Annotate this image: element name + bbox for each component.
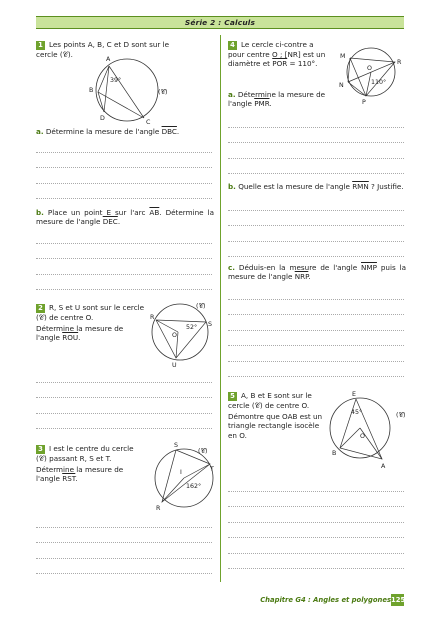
ex4-triangle-mrp <box>350 58 395 96</box>
ex3-label-r: R <box>156 505 161 512</box>
ex4-label-n: N <box>339 82 344 89</box>
ex1-qa-text: Détermine la mesure de l'angle <box>45 127 162 136</box>
answer-line[interactable] <box>228 492 404 508</box>
answer-line[interactable] <box>36 367 212 383</box>
ex5-statement <box>228 391 338 440</box>
ex2-label-u: U <box>172 362 177 369</box>
ex4-text3arc: $\overline{POR}$ <box>272 59 288 69</box>
ex5-angle-label: 45° <box>351 409 363 416</box>
answer-line[interactable] <box>228 143 404 159</box>
ex1-qa-label: a. <box>36 127 44 136</box>
answer-line[interactable] <box>36 414 212 430</box>
ex4-text1: Le cercle ci-contre a <box>241 40 314 49</box>
ex5-text5: en O. <box>228 430 247 440</box>
ex4-qc-end: . <box>308 272 311 282</box>
series-title: Série 2 : Calculs <box>184 18 256 27</box>
answer-line[interactable] <box>36 137 212 153</box>
answer-line[interactable] <box>36 559 212 575</box>
ex4-qa-end: . <box>269 99 272 109</box>
answer-line[interactable] <box>228 128 404 144</box>
ex3-radius-it <box>184 464 210 478</box>
answer-line[interactable] <box>36 184 212 200</box>
answer-line[interactable] <box>228 331 404 347</box>
ex4-text2: pour centre O ; [NR] est un <box>228 50 326 59</box>
ex1-qb-text: Place un point E sur l'arc <box>47 208 150 217</box>
ex5-label-b: B <box>332 450 337 457</box>
answer-line[interactable] <box>228 112 404 128</box>
answer-line[interactable] <box>228 211 404 227</box>
ex1-circle <box>96 59 158 121</box>
answer-line[interactable] <box>228 284 404 300</box>
ex3-figure <box>152 444 232 514</box>
ex2-label-o: O <box>172 332 177 339</box>
answer-line[interactable] <box>36 168 212 184</box>
ex1-segment-ad <box>104 66 109 112</box>
ex4-label-p: P <box>362 99 366 106</box>
ex3-text4: l'angle <box>36 474 63 484</box>
ex4-qb-text: Quelle est la mesure de l'angle <box>238 182 353 191</box>
ex3-text2: (𝒞) passant R, S et T. <box>36 454 112 463</box>
ex4-answer-lines-a[interactable] <box>228 112 404 174</box>
ex4-qb-label: b. <box>228 182 236 191</box>
ex2-text4: l'angle <box>36 333 63 343</box>
series-banner <box>36 16 404 29</box>
ex5-text2: cercle (𝒞) de centre O. <box>228 401 310 410</box>
ex1-qb-label: b. <box>36 208 44 217</box>
ex4-answer-lines-c[interactable] <box>228 284 404 377</box>
answer-line[interactable] <box>36 383 212 399</box>
ex4-question-b <box>228 182 406 191</box>
ex4-qb-angle: $\overline{RMN}$ <box>352 182 369 191</box>
ex3-statement <box>36 444 156 484</box>
ex1-qb-text2: . Détermine la mesure de l'angle <box>36 208 214 227</box>
ex5-label-e: E <box>352 391 356 398</box>
answer-line[interactable] <box>36 228 212 244</box>
ex5-number: 5 <box>228 392 237 401</box>
ex4-question-c <box>228 263 406 281</box>
answer-line[interactable] <box>228 242 404 258</box>
ex2-text1: R, S et U sont sur le cercle <box>49 303 145 312</box>
ex5-text4: triangle rectangle isocèle <box>228 421 320 431</box>
answer-line[interactable] <box>228 195 404 211</box>
ex4-label-m: M <box>340 53 346 60</box>
ex1-angle-label: 39° <box>110 77 122 84</box>
ex1-number: 1 <box>36 41 45 50</box>
ex1-question-b <box>36 208 214 226</box>
ex2-circle-label: (𝒞) <box>196 303 206 310</box>
answer-line[interactable] <box>228 538 404 554</box>
ex1-circle-label: (𝒞) <box>158 89 168 96</box>
ex1-label-b: B <box>89 87 94 94</box>
ex3-text3: Détermine la mesure de <box>36 465 124 475</box>
ex4-qc-angle2: $\overline{NRP}$ <box>294 272 309 282</box>
ex5-circle-label: (𝒞) <box>396 412 406 419</box>
ex1-text: Les points A, B, C et D sont sur le cercle (𝒞). <box>36 40 170 59</box>
ex1-figure <box>89 52 182 132</box>
ex3-label-s: S <box>174 442 178 449</box>
ex1-answer-lines-a[interactable] <box>36 137 212 199</box>
ex4-figure <box>338 50 408 110</box>
ex2-circle <box>152 304 208 360</box>
ex4-text3a: diamètre et <box>228 59 273 69</box>
answer-line[interactable] <box>228 362 404 378</box>
ex3-label-i: I <box>180 469 182 476</box>
ex4-label-r: R <box>397 59 402 66</box>
ex2-end: . <box>78 333 81 343</box>
ex2-label-r: R <box>150 314 155 321</box>
ex1-qb-arc: $\overline{AB}$ <box>149 208 160 217</box>
ex4-qc-label: c. <box>228 263 235 272</box>
ex3-text1: I est le centre du cercle <box>49 444 134 453</box>
answer-line[interactable] <box>36 153 212 169</box>
answer-line[interactable] <box>36 275 212 291</box>
ex4-qa-text2: l'angle <box>228 99 255 109</box>
ex5-text1: A, B et E sont sur le <box>241 391 312 400</box>
ex2-answer-lines[interactable] <box>36 367 212 429</box>
answer-line[interactable] <box>228 554 404 570</box>
ex2-triangle <box>156 320 206 358</box>
ex1-qb-end: . <box>117 217 121 227</box>
ex4-answer-lines-b[interactable] <box>228 195 404 257</box>
ex3-circle-label: (𝒞) <box>198 448 208 455</box>
ex4-qc-text: Déduis-en la mesure de l'angle <box>238 263 362 272</box>
ex1-label-c: C <box>146 119 151 126</box>
answer-line[interactable] <box>228 159 404 175</box>
answer-line[interactable] <box>228 226 404 242</box>
answer-line[interactable] <box>228 315 404 331</box>
ex4-question-a <box>228 90 338 108</box>
ex4-angle-label: 110° <box>371 79 387 86</box>
answer-line[interactable] <box>36 398 212 414</box>
ex5-text3: Démontre que OAB est un <box>228 412 323 422</box>
ex4-number: 4 <box>228 41 237 50</box>
ex5-figure <box>330 393 410 473</box>
ex2-statement <box>36 303 156 343</box>
ex4-qb-end: ? Justifie. <box>368 182 404 191</box>
answer-line[interactable] <box>36 528 212 544</box>
answer-line[interactable] <box>228 476 404 492</box>
ex5-label-a: A <box>381 463 386 470</box>
ex4-qa-label: a. <box>228 90 236 99</box>
ex1-label-d: D <box>100 115 105 122</box>
answer-line[interactable] <box>228 300 404 316</box>
ex2-label-s: S <box>208 321 212 328</box>
page-number: 125 <box>391 596 406 604</box>
ex4-qc-text2: puis la mesure de l'angle <box>228 263 406 282</box>
ex4-qa-text1: Détermine la mesure de <box>237 90 326 99</box>
ex1-question-a <box>36 127 216 136</box>
ex3-label-t: T <box>210 466 214 473</box>
ex1-qb-angle: $\overline{DEC}$ <box>102 217 118 227</box>
ex2-angle-label: 52° <box>186 324 198 331</box>
chapter-footer: Chapitre G4 : Angles et polygones <box>260 596 391 604</box>
answer-line[interactable] <box>228 507 404 523</box>
answer-line[interactable] <box>36 259 212 275</box>
answer-line[interactable] <box>36 512 212 528</box>
ex4-text3b: = 110°. <box>287 59 318 69</box>
ex3-answer-lines[interactable] <box>36 512 212 574</box>
ex5-answer-lines[interactable] <box>228 476 404 569</box>
ex4-qa-angle: $\overline{PMR}$ <box>254 99 270 109</box>
ex1-triangle <box>98 66 144 118</box>
ex3-end: . <box>75 474 78 484</box>
ex5-label-o: O <box>360 433 365 440</box>
ex3-angle-label: 162° <box>186 483 202 490</box>
ex4-statement <box>228 40 338 68</box>
answer-line[interactable] <box>228 523 404 539</box>
answer-line[interactable] <box>228 346 404 362</box>
ex1-answer-lines-b[interactable] <box>36 228 212 290</box>
ex3-number: 3 <box>36 445 45 454</box>
ex2-angle: $\overline{ROU}$ <box>62 333 79 343</box>
ex4-qc-angle: $\overline{NMP}$ <box>361 263 377 272</box>
ex4-label-o: O <box>367 65 372 72</box>
answer-line[interactable] <box>36 543 212 559</box>
ex2-text3: Détermine la mesure de <box>36 324 124 334</box>
ex2-figure <box>150 302 230 372</box>
answer-line[interactable] <box>36 244 212 260</box>
ex2-number: 2 <box>36 304 45 313</box>
ex3-angle: $\overline{RST}$ <box>62 474 76 484</box>
ex1-qa-end: . <box>176 127 180 136</box>
ex1-label-a: A <box>106 56 111 63</box>
ex1-qa-angle: $\overline{DBC}$ <box>161 127 177 136</box>
ex2-text2: (𝒞) de centre O. <box>36 313 94 322</box>
